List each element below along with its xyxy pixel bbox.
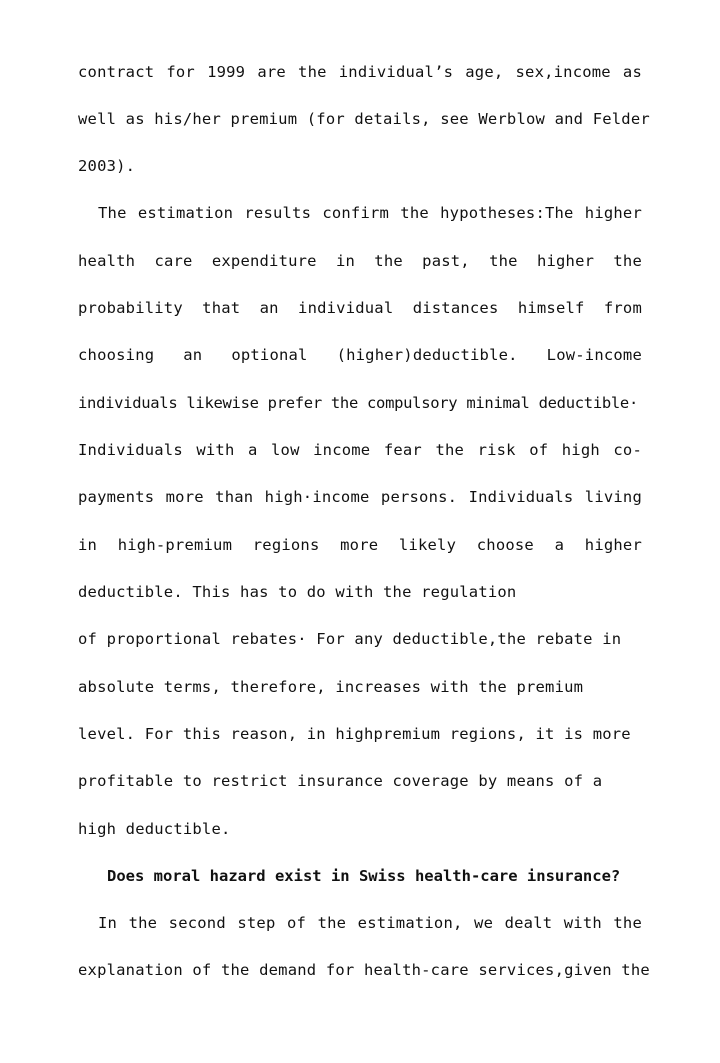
text-line: health care expenditure in the past, the higher the xyxy=(78,252,642,270)
section-heading: Does moral hazard exist in Swiss health-care insurance? xyxy=(107,867,621,885)
text-line: payments more than high·income persons. Individuals living xyxy=(78,488,642,506)
text-line: level. For this reason, in highpremium regions, it is more xyxy=(78,725,631,743)
text-line: 2003). xyxy=(78,157,136,175)
text-line: choosing an optional (higher)deductible. Low-income xyxy=(78,346,642,364)
text-line: Individuals with a low income fear the risk of high co- xyxy=(78,441,642,459)
text-line: In the second step of the estimation, we dealt with the xyxy=(98,914,642,932)
text-line: individuals likewise prefer the compulsory minimal deductible· xyxy=(78,394,638,412)
text-line: The estimation results confirm the hypotheses:The higher xyxy=(98,204,642,222)
text-line: probability that an individual distances himself from xyxy=(78,299,642,317)
text-line: contract for 1999 are the individual’s age, sex,income as xyxy=(78,63,642,81)
text-line: in high-premium regions more likely choose a higher xyxy=(78,536,642,554)
text-line: of proportional rebates· For any deductible,the rebate in xyxy=(78,630,622,648)
text-line: high deductible. xyxy=(78,820,231,838)
text-line: deductible. This has to do with the regulation xyxy=(78,583,517,601)
text-line: well as his/her premium (for details, see Werblow and Felder xyxy=(78,110,650,128)
text-line: profitable to restrict insurance coverage by means of a xyxy=(78,772,603,790)
text-line: absolute terms, therefore, increases with the premium xyxy=(78,678,584,696)
text-line: explanation of the demand for health-care services,given the xyxy=(78,961,650,979)
